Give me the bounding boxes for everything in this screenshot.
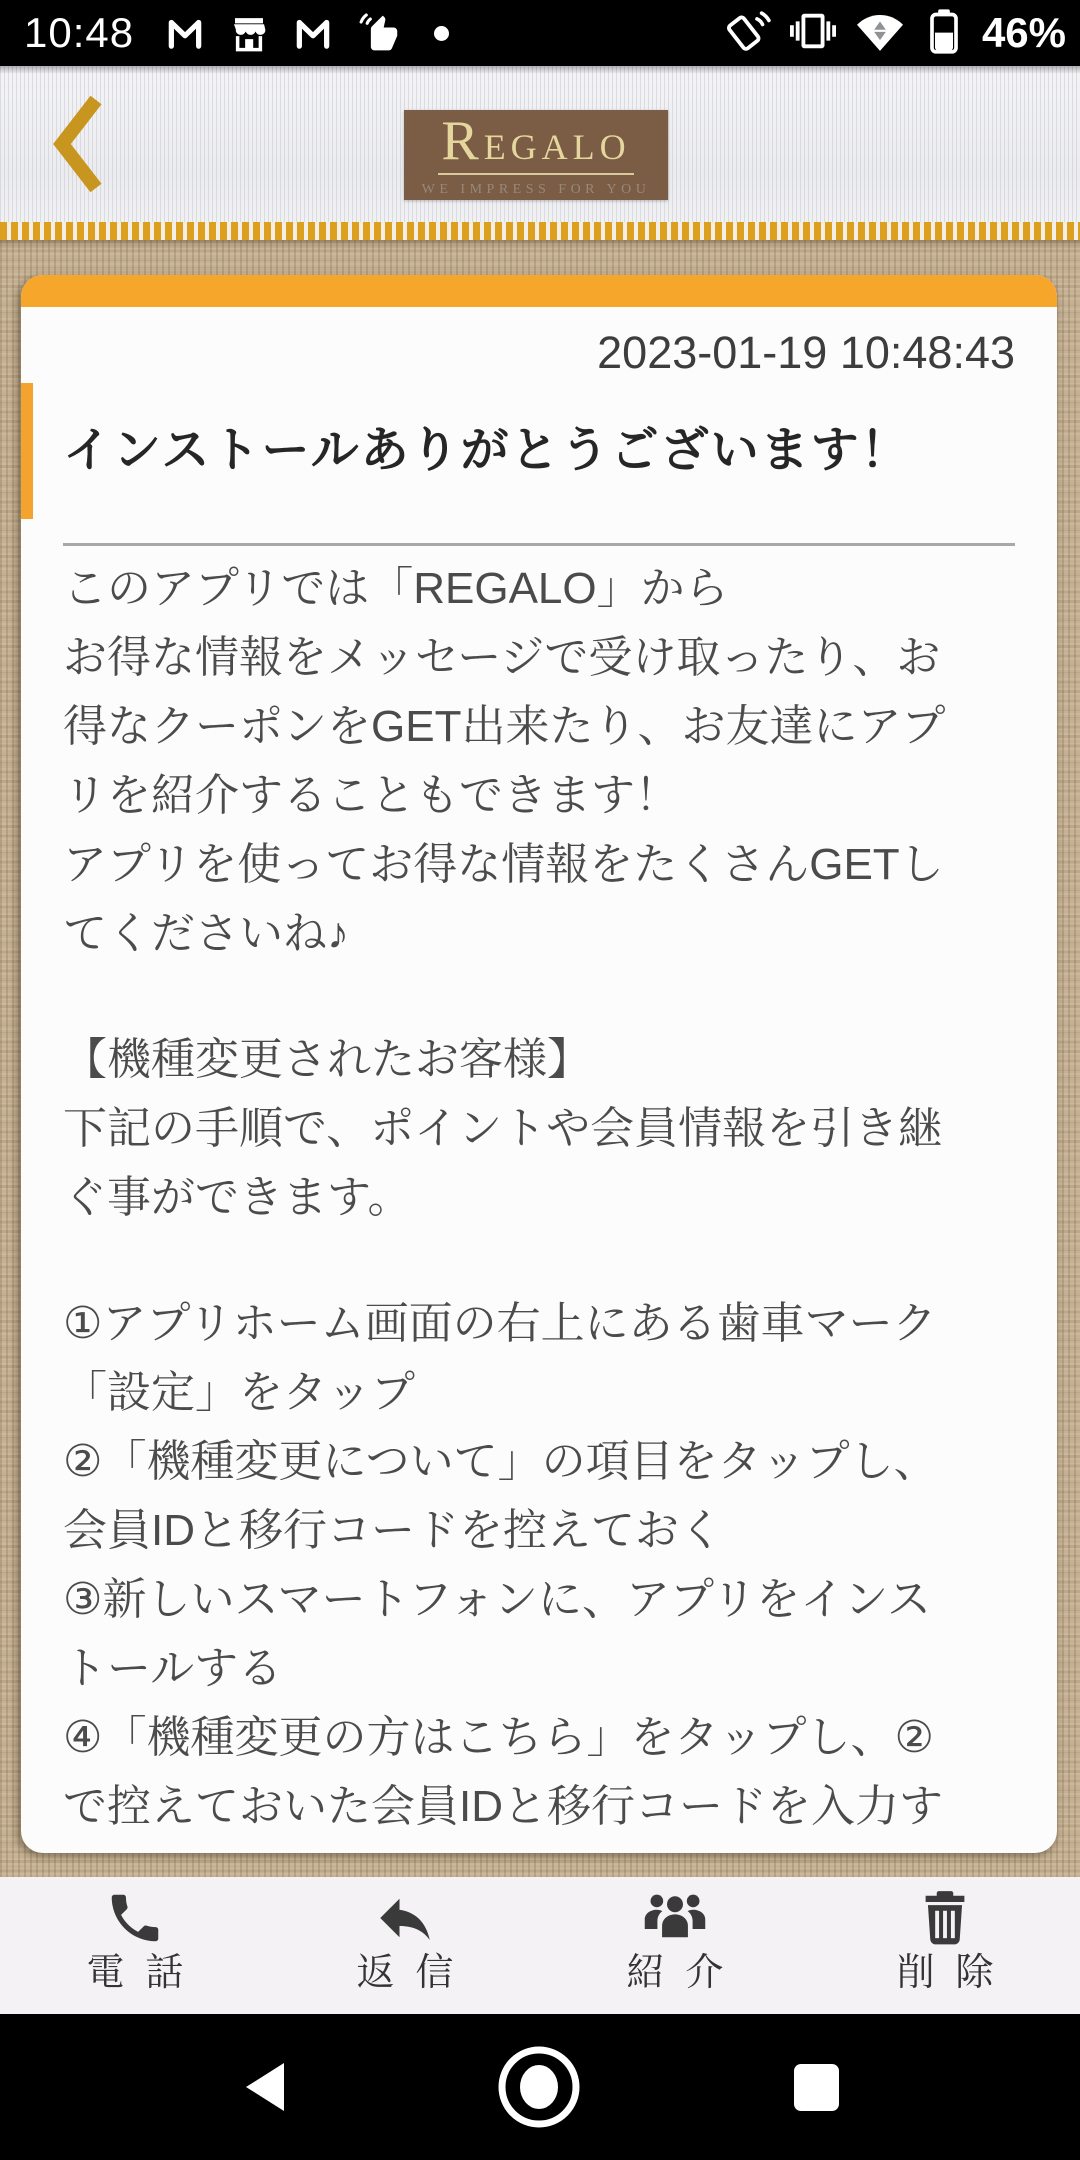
body-line: トールする bbox=[63, 1643, 283, 1693]
phone-label: 電話 bbox=[86, 1952, 205, 1994]
brand-logo-tagline: WE IMPRESS FOR YOU bbox=[421, 182, 651, 198]
storefront-icon bbox=[228, 12, 270, 54]
body-line: 「設定」をタップ bbox=[63, 1367, 415, 1417]
app-header bbox=[0, 66, 1080, 222]
wifi-icon bbox=[854, 9, 906, 58]
reply-label: 返信 bbox=[356, 1952, 475, 1994]
action-toolbar bbox=[0, 1877, 1080, 2014]
body-line: てくださいね♪ bbox=[63, 908, 349, 958]
body-line: 下記の手順で、ポイントや会員情報を引き継 bbox=[63, 1103, 943, 1153]
reply-button[interactable] bbox=[270, 1877, 540, 2014]
body-line: ③新しいスマートフォンに、アプリをインス bbox=[63, 1574, 931, 1624]
vibrate-icon bbox=[790, 8, 836, 59]
message-timestamp: 2023-01-19 10:48:43 bbox=[597, 327, 1015, 378]
body-line: 会員IDと移行コードを控えておく bbox=[63, 1505, 723, 1555]
refer-button[interactable] bbox=[540, 1877, 810, 2014]
status-time: 10:48 bbox=[24, 9, 135, 56]
nav-recents-button[interactable] bbox=[794, 2064, 839, 2111]
body-line: お得な情報をメッセージで受け取ったり、お bbox=[63, 632, 941, 682]
message-body bbox=[63, 554, 1015, 1841]
body-line: ①アプリホーム画面の右上にある歯車マーク bbox=[63, 1298, 937, 1348]
body-line: ④「機種変更の方はこちら」をタップし、② bbox=[63, 1712, 934, 1762]
divider bbox=[63, 543, 1015, 546]
status-bar bbox=[0, 0, 1080, 66]
body-line: このアプリでは「REGALO」から bbox=[63, 563, 729, 613]
gmail-m-icon bbox=[292, 12, 334, 54]
delete-label: 削除 bbox=[896, 1952, 1015, 1994]
battery-icon bbox=[924, 7, 964, 60]
body-line: アプリを使ってお得な情報をたくさんGETし bbox=[63, 839, 944, 889]
chevron-left-icon bbox=[50, 92, 108, 196]
status-notification-icons bbox=[164, 11, 449, 55]
card-accent-topbar bbox=[21, 275, 1057, 307]
body-line: リを紹介することもできます！ bbox=[63, 770, 679, 820]
sound-amplifier-icon bbox=[356, 11, 400, 55]
body-line: 【機種変更されたお客様】 bbox=[63, 1034, 591, 1084]
refer-label: 紹介 bbox=[626, 1952, 745, 1994]
reply-icon bbox=[372, 1885, 438, 1951]
body-line: 得なクーポンをGET出来たり、お友達にアプ bbox=[63, 701, 946, 751]
gmail-m-icon bbox=[164, 12, 206, 54]
status-system-icons bbox=[722, 7, 1066, 60]
message-card[interactable] bbox=[21, 275, 1057, 1853]
title-accent-bar bbox=[21, 383, 33, 519]
android-navigation-bar bbox=[0, 2014, 1080, 2160]
message-title-row bbox=[21, 423, 1057, 479]
phone-button[interactable] bbox=[0, 1877, 270, 2014]
recents-square-icon bbox=[794, 2064, 839, 2111]
notification-dot bbox=[434, 26, 449, 41]
delete-button[interactable] bbox=[810, 1877, 1080, 2014]
nav-home-button[interactable] bbox=[496, 2044, 582, 2130]
message-title: インストールありがとうございます！ bbox=[63, 423, 911, 477]
brand-logo bbox=[404, 110, 668, 200]
body-line-blank bbox=[63, 968, 1015, 1025]
trash-icon bbox=[914, 1885, 976, 1951]
body-line: ②「機種変更について」の項目をタップし、 bbox=[63, 1436, 938, 1486]
people-icon bbox=[642, 1885, 708, 1951]
nav-back-button[interactable] bbox=[242, 2061, 284, 2113]
brand-logo-title: REGALO bbox=[438, 112, 633, 176]
back-button[interactable] bbox=[44, 92, 114, 196]
phone-icon bbox=[104, 1885, 166, 1951]
nfc-icon bbox=[722, 7, 772, 60]
body-line: で控えておいた会員IDと移行コードを入力す bbox=[63, 1781, 943, 1831]
home-circle-icon bbox=[496, 2044, 582, 2130]
body-line: ぐ事ができます。 bbox=[63, 1172, 412, 1222]
battery-percent: 46% bbox=[981, 9, 1066, 56]
back-triangle-icon bbox=[242, 2061, 284, 2113]
body-line-blank bbox=[63, 1232, 1015, 1289]
gold-dashed-trim bbox=[0, 222, 1080, 240]
